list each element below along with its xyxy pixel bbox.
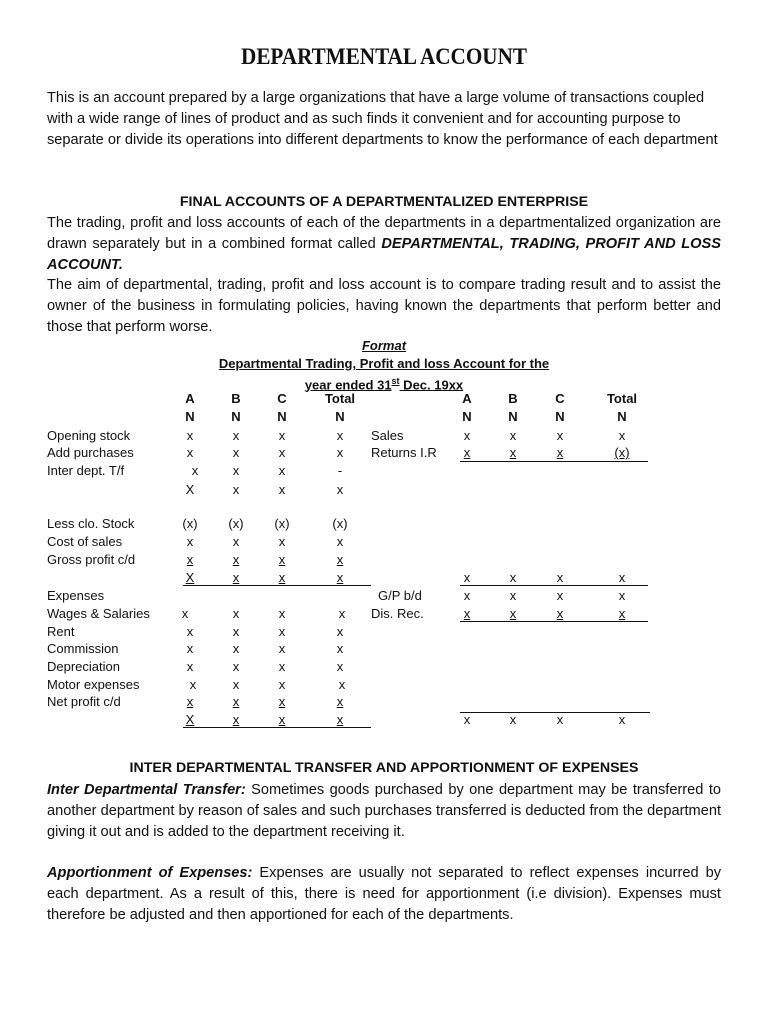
left-header-2: B bbox=[231, 391, 241, 406]
row-opening-stock-col-4: x bbox=[336, 428, 344, 443]
left-currency-2: N bbox=[231, 409, 241, 424]
right-currency-2: N bbox=[508, 409, 518, 424]
row-total2-col-4: x bbox=[336, 712, 344, 727]
format-title-line-2 bbox=[0, 373, 768, 394]
row-subtotal1-col-2: x bbox=[232, 482, 240, 497]
row-label-expenses: Expenses bbox=[47, 588, 105, 603]
right-row-total2-col-3: x bbox=[556, 712, 564, 727]
row-total1-col-2: x bbox=[232, 570, 240, 585]
right-row-gp-bd-col-1: x bbox=[463, 588, 471, 603]
row-motor-col-1: x bbox=[189, 677, 197, 692]
row-less-clo-stock-col-1: (x) bbox=[182, 516, 198, 531]
row-label-inter-dept: Inter dept. T/f bbox=[47, 463, 125, 478]
right-returns-rule bbox=[460, 461, 648, 462]
left-total-2-rule bbox=[183, 727, 371, 728]
page-title: DEPARTMENTAL ACCOUNT bbox=[241, 44, 527, 69]
row-depreciation-col-3: x bbox=[278, 659, 286, 674]
left-currency-1: N bbox=[185, 409, 195, 424]
row-subtotal1-col-4: x bbox=[336, 482, 344, 497]
right-row-sales-col-1: x bbox=[463, 428, 471, 443]
right-row-gp-bd-col-3: x bbox=[556, 588, 564, 603]
format-title-line-1: Departmental Trading, Profit and loss Account for the bbox=[218, 356, 550, 371]
row-less-clo-stock-col-4: (x) bbox=[332, 516, 348, 531]
row-label-depreciation: Depreciation bbox=[47, 659, 120, 674]
row-label-net-profit: Net profit c/d bbox=[47, 694, 121, 709]
apportionment-lead: Apportionment of Expenses: bbox=[47, 865, 253, 881]
right-header-2: B bbox=[508, 391, 518, 406]
right-row-total1-col-1: x bbox=[463, 570, 471, 585]
left-header-3: C bbox=[277, 391, 287, 406]
departmental-account-emphasis: DEPARTMENTAL, TRADING, PROFIT AND LOSS ACCOUNT. bbox=[47, 235, 721, 273]
row-total2-col-1: X bbox=[185, 712, 195, 727]
right-row-sales-col-2: x bbox=[509, 428, 517, 443]
row-depreciation-col-4: x bbox=[336, 659, 344, 674]
right-row-total1-col-2: x bbox=[509, 570, 517, 585]
right-row-total2-col-1: x bbox=[463, 712, 471, 727]
inter-departmental-transfer-lead: Inter Departmental Transfer: bbox=[47, 782, 246, 798]
row-total2-col-2: x bbox=[232, 712, 240, 727]
row-label-opening-stock: Opening stock bbox=[47, 428, 131, 443]
row-gross-profit-col-4: x bbox=[336, 552, 344, 567]
row-total1-col-1: X bbox=[185, 570, 195, 585]
right-row-returns-col-1: x bbox=[463, 445, 471, 460]
right-currency-3: N bbox=[555, 409, 565, 424]
right-currency-1: N bbox=[462, 409, 472, 424]
row-less-clo-stock-col-3: (x) bbox=[274, 516, 290, 531]
right-row-sales-col-4: x bbox=[618, 428, 626, 443]
format-title-line-2-sup: st bbox=[391, 375, 400, 386]
row-commission-col-2: x bbox=[232, 641, 240, 656]
row-rent-col-3: x bbox=[278, 624, 286, 639]
right-row-total1-col-4: x bbox=[618, 570, 626, 585]
row-label-rent: Rent bbox=[47, 624, 75, 639]
row-commission-col-1: x bbox=[186, 641, 194, 656]
row-inter-dept-col-1: x bbox=[191, 463, 199, 478]
row-commission-col-4: x bbox=[336, 641, 344, 656]
left-currency-3: N bbox=[277, 409, 287, 424]
row-label-cost-of-sales: Cost of sales bbox=[47, 534, 123, 549]
row-less-clo-stock-col-2: (x) bbox=[228, 516, 244, 531]
right-row-label-returns: Returns I.R bbox=[371, 445, 437, 460]
row-rent-col-4: x bbox=[336, 624, 344, 639]
row-rent-col-2: x bbox=[232, 624, 240, 639]
row-gross-profit-col-3: x bbox=[278, 552, 286, 567]
right-dis-rec-rule bbox=[460, 621, 648, 622]
row-cost-of-sales-col-4: x bbox=[336, 534, 344, 549]
row-cost-of-sales-col-1: x bbox=[186, 534, 194, 549]
row-total1-col-4: x bbox=[336, 570, 344, 585]
left-header-4: Total bbox=[324, 391, 356, 406]
row-total2-col-3: x bbox=[278, 712, 286, 727]
right-row-label-dis-rec: Dis. Rec. bbox=[371, 606, 424, 621]
row-label-less-clo-stock: Less clo. Stock bbox=[47, 516, 135, 531]
row-label-wages: Wages & Salaries bbox=[47, 606, 150, 621]
row-net-profit-col-2: x bbox=[232, 694, 240, 709]
format-title-line-2-pre: year ended 31 bbox=[304, 376, 392, 392]
final-accounts-paragraph-1-text: The trading, profit and loss accounts of each of the departments in a departmentalized organization are drawn separately but in a combined format called bbox=[47, 215, 721, 252]
format-label: Format bbox=[361, 338, 407, 353]
right-row-label-sales: Sales bbox=[371, 428, 404, 443]
right-row-dis-rec-col-2: x bbox=[509, 606, 517, 621]
right-total-1-rule bbox=[460, 585, 648, 586]
format-title bbox=[0, 355, 768, 393]
right-total-2-top-rule bbox=[460, 712, 650, 713]
right-row-total1-col-3: x bbox=[556, 570, 564, 585]
row-gross-profit-col-1: x bbox=[186, 552, 194, 567]
row-depreciation-col-1: x bbox=[186, 659, 194, 674]
row-wages-col-1: x bbox=[181, 606, 189, 621]
row-label-add-purchases: Add purchases bbox=[47, 445, 134, 460]
row-subtotal1-col-3: x bbox=[278, 482, 286, 497]
section-heading-final-accounts: FINAL ACCOUNTS OF A DEPARTMENTALIZED ENTERPRISE bbox=[179, 194, 589, 210]
final-accounts-paragraph-2: The aim of departmental, trading, profit and loss account is to compare trading result and to assist the owner of the business in formulating policies, having known the departments that perform better and those that perform worse. bbox=[47, 277, 721, 335]
section-heading-inter-departmental: INTER DEPARTMENTAL TRANSFER AND APPORTIONMENT OF EXPENSES bbox=[129, 760, 639, 776]
row-motor-col-4: x bbox=[338, 677, 346, 692]
row-net-profit-col-4: x bbox=[336, 694, 344, 709]
right-row-returns-col-2: x bbox=[509, 445, 517, 460]
right-header-1: A bbox=[462, 391, 472, 406]
row-total1-col-3: x bbox=[278, 570, 286, 585]
intro-paragraph: This is an account prepared by a large organizations that have a large volume of transactions coupled with a wide range of lines of product and as such finds it convenient and for accounting purpose to separate or divide its operations into different departments to know the performance of each department bbox=[47, 90, 718, 148]
inter-departmental-transfer-paragraph bbox=[47, 780, 721, 842]
left-header-1: A bbox=[185, 391, 195, 406]
row-motor-col-3: x bbox=[278, 677, 286, 692]
row-wages-col-4: x bbox=[338, 606, 346, 621]
row-label-motor: Motor expenses bbox=[47, 677, 140, 692]
row-gross-profit-col-2: x bbox=[232, 552, 240, 567]
row-opening-stock-col-2: x bbox=[232, 428, 240, 443]
row-label-commission: Commission bbox=[47, 641, 119, 656]
right-row-gp-bd-col-4: x bbox=[618, 588, 626, 603]
format-title-line-2-post: Dec. 19xx bbox=[399, 376, 464, 392]
row-rent-col-1: x bbox=[186, 624, 194, 639]
row-cost-of-sales-col-3: x bbox=[278, 534, 286, 549]
row-net-profit-col-3: x bbox=[278, 694, 286, 709]
final-accounts-paragraph-1 bbox=[47, 213, 721, 275]
left-currency-4: N bbox=[335, 409, 345, 424]
row-add-purchases-col-1: x bbox=[186, 445, 194, 460]
inter-departmental-transfer-text: Sometimes goods purchased by one department may be transferred to another department by reason of sales and such purchases transferred is deducted from the department giving it out and is added to the department receiving it. bbox=[47, 782, 721, 840]
right-row-dis-rec-col-4: x bbox=[618, 606, 626, 621]
right-row-dis-rec-col-1: x bbox=[463, 606, 471, 621]
row-commission-col-3: x bbox=[278, 641, 286, 656]
right-row-label-gp-bd: G/P b/d bbox=[378, 588, 422, 603]
row-add-purchases-col-2: x bbox=[232, 445, 240, 460]
row-inter-dept-col-2: x bbox=[232, 463, 240, 478]
row-cost-of-sales-col-2: x bbox=[232, 534, 240, 549]
right-row-total2-col-4: x bbox=[618, 712, 626, 727]
row-wages-col-3: x bbox=[278, 606, 286, 621]
row-wages-col-2: x bbox=[232, 606, 240, 621]
right-row-dis-rec-col-3: x bbox=[556, 606, 564, 621]
right-currency-4: N bbox=[617, 409, 627, 424]
right-row-returns-col-4: (x) bbox=[614, 445, 630, 460]
apportionment-paragraph bbox=[47, 863, 721, 925]
row-inter-dept-col-4: - bbox=[337, 463, 343, 478]
right-row-sales-col-3: x bbox=[556, 428, 564, 443]
row-add-purchases-col-4: x bbox=[336, 445, 344, 460]
right-row-total2-col-2: x bbox=[509, 712, 517, 727]
apportionment-text: Expenses are usually not separated to reflect expenses incurred by each department. As a result of this, there is need for apportionment (i.e division). Expenses must therefore be adjusted and then apportioned for each of the departments. bbox=[47, 865, 721, 923]
right-header-3: C bbox=[555, 391, 565, 406]
row-opening-stock-col-3: x bbox=[278, 428, 286, 443]
right-header-4: Total bbox=[606, 391, 638, 406]
row-add-purchases-col-3: x bbox=[278, 445, 286, 460]
row-opening-stock-col-1: x bbox=[186, 428, 194, 443]
row-motor-col-2: x bbox=[232, 677, 240, 692]
row-net-profit-col-1: x bbox=[186, 694, 194, 709]
row-inter-dept-col-3: x bbox=[278, 463, 286, 478]
row-depreciation-col-2: x bbox=[232, 659, 240, 674]
left-total-1-rule bbox=[183, 585, 371, 586]
row-label-gross-profit: Gross profit c/d bbox=[47, 552, 136, 567]
row-subtotal1-col-1: X bbox=[185, 482, 195, 497]
right-row-returns-col-3: x bbox=[556, 445, 564, 460]
right-row-gp-bd-col-2: x bbox=[509, 588, 517, 603]
